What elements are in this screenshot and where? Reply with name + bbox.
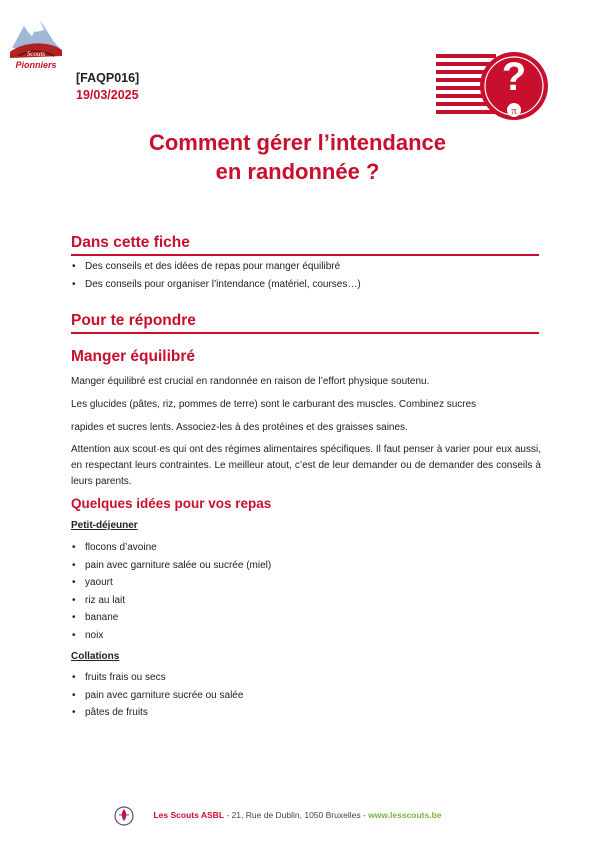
section-title-repondre: Pour te répondre (71, 312, 539, 334)
list-item: • banane (71, 609, 541, 627)
list-item: • fruits frais ou secs (71, 669, 541, 687)
title-line-2: en randonnée ? (215, 159, 380, 184)
svg-text:Pionniers: Pionniers (15, 60, 57, 70)
subsection-title-idees: Quelques idées pour vos repas (71, 496, 272, 511)
pionniers-logo (8, 12, 64, 72)
svg-text:Scouts: Scouts (26, 50, 46, 58)
footer-address: - 21, Rue de Dublin, 1050 Bruxelles - (224, 810, 369, 820)
breakfast-label: Petit-déjeuner (71, 520, 138, 531)
title-line-1: Comment gérer l’intendance (148, 130, 447, 155)
paragraph: Les glucides (pâtes, riz, pommes de terre) sont le carburant des muscles. Combinez sucres (71, 399, 477, 410)
list-item: • Des conseils et des idées de repas pour manger équilibré (71, 258, 541, 276)
list-item: • pain avec garniture sucrée ou salée (71, 687, 541, 705)
snacks-list (71, 669, 541, 722)
breakfast-list (71, 539, 541, 644)
footer-website-link[interactable]: www.lesscouts.be (368, 810, 442, 820)
document-code: [FAQP016] (76, 71, 140, 85)
list-item: • yaourt (71, 574, 541, 592)
snacks-label: Collations (71, 651, 120, 662)
svg-text:π: π (511, 106, 517, 117)
document-date: 19/03/2025 (76, 88, 139, 102)
fiche-list (71, 258, 541, 293)
list-item: • flocons d’avoine (71, 539, 541, 557)
page-title (0, 128, 595, 186)
list-item: • Des conseils pour organiser l’intendance (matériel, courses…) (71, 276, 541, 294)
paragraph: rapides et sucres lents. Associez-les à des protéines et des graisses saines. (71, 422, 408, 433)
paragraph: Attention aux scout·es qui ont des régimes alimentaires spécifiques. Il faut penser à varier pour eux aussi, en respectant leurs contraintes. Le meilleur atout, c’est de leur demander ou de demander des conseils à leurs parents. (71, 444, 541, 487)
list-item: • pain avec garniture salée ou sucrée (miel) (71, 557, 541, 575)
footer-org: Les Scouts ASBL (153, 810, 225, 820)
paragraph: Manger équilibré est crucial en randonnée en raison de l’effort physique soutenu. (71, 376, 430, 387)
list-item: • pâtes de fruits (71, 704, 541, 722)
list-item: • riz au lait (71, 592, 541, 610)
svg-text:?: ? (501, 55, 527, 99)
footer (0, 810, 595, 820)
list-item: • noix (71, 627, 541, 645)
question-mark-icon (436, 52, 550, 122)
document-reference (76, 70, 139, 104)
subsection-title-manger: Manger équilibré (71, 348, 196, 365)
section-title-fiche: Dans cette fiche (71, 234, 539, 256)
